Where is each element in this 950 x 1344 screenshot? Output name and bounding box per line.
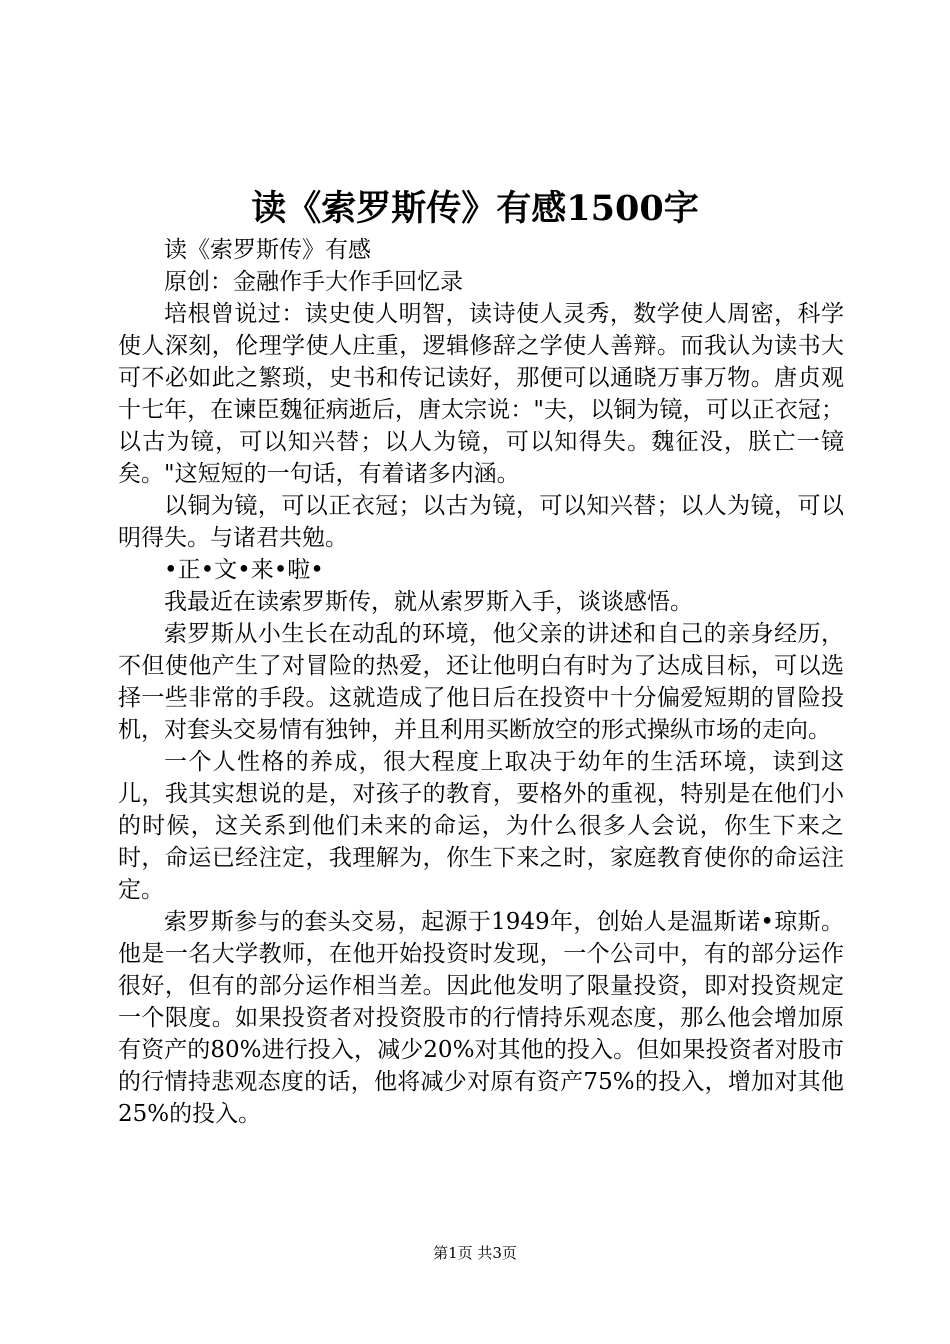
body-paragraph: 索罗斯从小生长在动乱的环境，他父亲的讲述和自己的亲身经历，不但使他产生了对冒险的热爱，还让他明白有时为了达成目标，可以选择一些非常的手段。这就造成了他日后在投资中十分偏爱短期的冒险投机，对套头交易情有独钟，并且利用买断放空的形式操纵市场的走向。 [118,621,844,743]
body-paragraph: 一个人性格的养成，很大程度上取决于幼年的生活环境，读到这儿，我其实想说的是，对孩子的教育，要格外的重视，特别是在他们小的时候，这关系到他们未来的命运，为什么很多人会说，你生下来之时，命运已经注定，我理解为，你生下来之时，家庭教育使你的命运注定。 [118,749,844,903]
body-paragraph: 我最近在读索罗斯传，就从索罗斯入手，谈谈感悟。 [164,589,693,615]
subtitle-paragraph: 读《索罗斯传》有感 [164,237,371,263]
section-divider: •正•文•来•啦• [164,557,324,583]
page-footer: 第1页 共3页 [433,1244,517,1262]
document-title: 读《索罗斯传》有感1500字 [251,188,699,229]
body-paragraph: 以铜为镜，可以正衣冠；以古为镜，可以知兴替；以人为镜，可以明得失。与诸君共勉。 [118,493,844,551]
body-paragraph: 索罗斯参与的套头交易，起源于1949年，创始人是温斯诺•琼斯。他是一名大学教师，在他开始投资时发现，一个公司中，有的部分运作很好，但有的部分运作相当差。因此他发明了限量投资，即对投资规定一个限度。如果投资者对投资股市的行情持乐观态度，那么他会增加原有资产的80%进行投入，减少20%对其他的投入。但如果投资者对股市的行情持悲观态度的话，他将减少对原有资产75%的投入，增加对其他25%的投入。 [118,909,844,1127]
body-paragraph: 培根曾说过：读史使人明智，读诗使人灵秀，数学使人周密，科学使人深刻，伦理学使人庄重，逻辑修辞之学使人善辩。而我认为读书大可不必如此之繁琐，史书和传记读好，那便可以通晓万事万物。唐贞观十七年，在谏臣魏征病逝后，唐太宗说："夫，以铜为镜，可以正衣冠；以古为镜，可以知兴替；以人为镜，可以知得失。魏征没，朕亡一镜矣。"这短短的一句话，有着诸多内涵。 [118,301,844,487]
author-paragraph: 原创：金融作手大作手回忆录 [164,269,463,295]
document-body [118,234,844,1130]
